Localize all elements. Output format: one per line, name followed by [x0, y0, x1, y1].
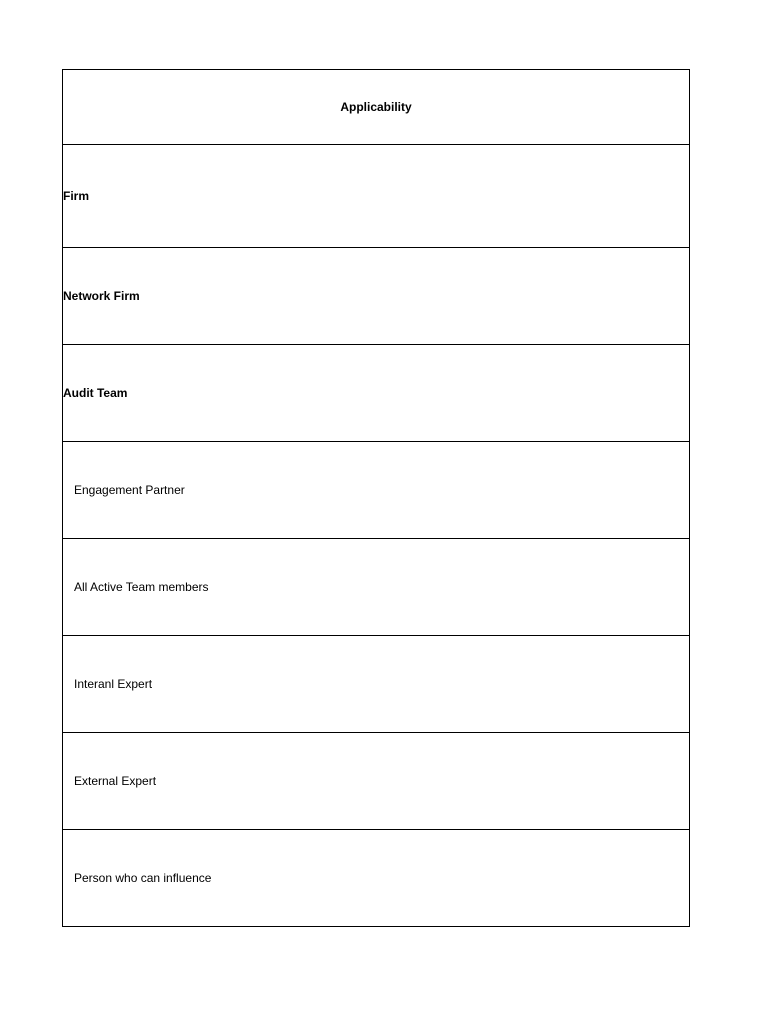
table-header: Applicability [340, 100, 412, 114]
table-row [63, 539, 689, 636]
row-label-external-expert: External Expert [74, 774, 157, 788]
table-header-row [63, 70, 689, 145]
row-label-person-who-can-influence: Person who can influence [74, 871, 212, 885]
row-label-network-firm: Network Firm [63, 289, 140, 303]
table-row [63, 442, 689, 539]
row-label-internal-expert: Interanl Expert [74, 677, 153, 691]
table-row [63, 345, 689, 442]
table-row [63, 830, 689, 926]
table-row [63, 636, 689, 733]
row-label-firm: Firm [63, 189, 90, 203]
row-label-engagement-partner: Engagement Partner [74, 483, 185, 497]
table-row [63, 733, 689, 830]
applicability-table [62, 69, 690, 927]
row-label-audit-team: Audit Team [63, 386, 128, 400]
row-label-all-active-team-members: All Active Team members [74, 580, 209, 594]
table-row [63, 145, 689, 248]
table-row [63, 248, 689, 345]
